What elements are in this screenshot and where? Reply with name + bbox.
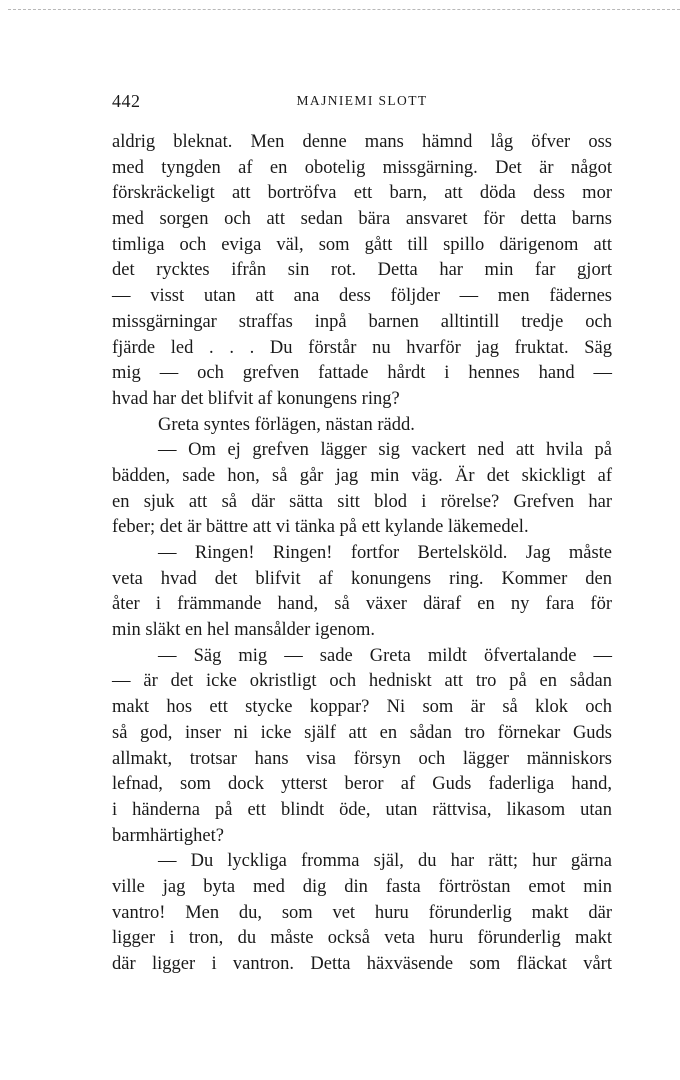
running-title: MAJNIEMI SLOTT: [296, 93, 428, 108]
text-line: lefnad, som dock ytterst beror af Guds faderliga hand,: [112, 774, 612, 795]
text-line: med tyngden af en obotelig missgärning. Det är något: [112, 157, 612, 178]
text-line: missgärningar straffas inpå barnen alltintill tredje och: [112, 311, 612, 332]
text-line: — är det icke okristligt och hedniskt att tro på en sådan: [112, 671, 612, 692]
text-line: feber; det är bättre att vi tänka på ett kylande läkemedel.: [112, 517, 529, 538]
text-line: hvad har det blifvit af konungens ring?: [112, 388, 400, 409]
page-number: 442: [112, 91, 141, 111]
text-line: Greta syntes förlägen, nästan rädd.: [158, 414, 415, 435]
text-line: en sjuk att så där sätta sitt blod i rörelse? Grefven har: [112, 491, 612, 512]
text-line: barmhärtighet?: [112, 825, 224, 846]
text-line: mig — och grefven fattade hårdt i hennes hand —: [112, 363, 612, 384]
text-line: där ligger i vantron. Detta häxväsende som fläckat vårt: [112, 954, 612, 974]
page-header: [112, 91, 612, 115]
text-line: ville jag byta med dig din fasta förtröstan emot min: [112, 876, 612, 897]
text-line: åter i främmande hand, så växer däraf en ny fara för: [112, 594, 612, 615]
top-edge-rule: [8, 9, 680, 10]
text-line: — Du lyckliga fromma själ, du har rätt; hur gärna: [158, 851, 612, 872]
text-line: med sorgen och att sedan bära ansvaret för detta barns: [112, 209, 612, 230]
text-line: fjärde led . . . Du förstår nu hvarför jag fruktat. Säg: [112, 337, 612, 358]
text-line: timliga och eviga väl, som gått till spillo därigenom att: [112, 234, 612, 255]
text-line: — Om ej grefven lägger sig vackert ned att hvila på: [158, 440, 612, 461]
text-line: — visst utan att ana dess följder — men fädernes: [112, 286, 612, 307]
text-line: förskräckeligt att bortröfva ett barn, att döda dess mor: [112, 183, 612, 204]
text-line: vantro! Men du, som vet huru förunderlig makt där: [112, 902, 612, 923]
text-line: veta hvad det blifvit af konungens ring. Kommer den: [112, 568, 612, 589]
text-line: makt hos ett stycke koppar? Ni som är så klok och: [112, 697, 612, 718]
text-line: så god, inser ni icke själf att en sådan tro förnekar Guds: [112, 722, 612, 743]
text-line: aldrig bleknat. Men denne mans hämnd låg öfver oss: [112, 132, 612, 152]
text-line: min släkt en hel mansålder igenom.: [112, 620, 376, 641]
text-line: ligger i tron, du måste också veta huru förunderlig makt: [112, 928, 612, 949]
body-text: [112, 130, 612, 978]
text-line: — Ringen! Ringen! fortfor Bertelsköld. Jag måste: [158, 543, 612, 563]
text-line: — Säg mig — sade Greta mildt öfvertalande —: [158, 645, 612, 666]
text-line: allmakt, trotsar hans visa försyn och lägger människors: [112, 748, 612, 769]
text-line: bädden, sade hon, så går jag min väg. Är det skickligt af: [112, 465, 612, 486]
text-line: det rycktes ifrån sin rot. Detta har min far gjort: [112, 260, 612, 281]
text-line: i händerna på ett blindt öde, utan rättvisa, likasom utan: [112, 799, 612, 820]
